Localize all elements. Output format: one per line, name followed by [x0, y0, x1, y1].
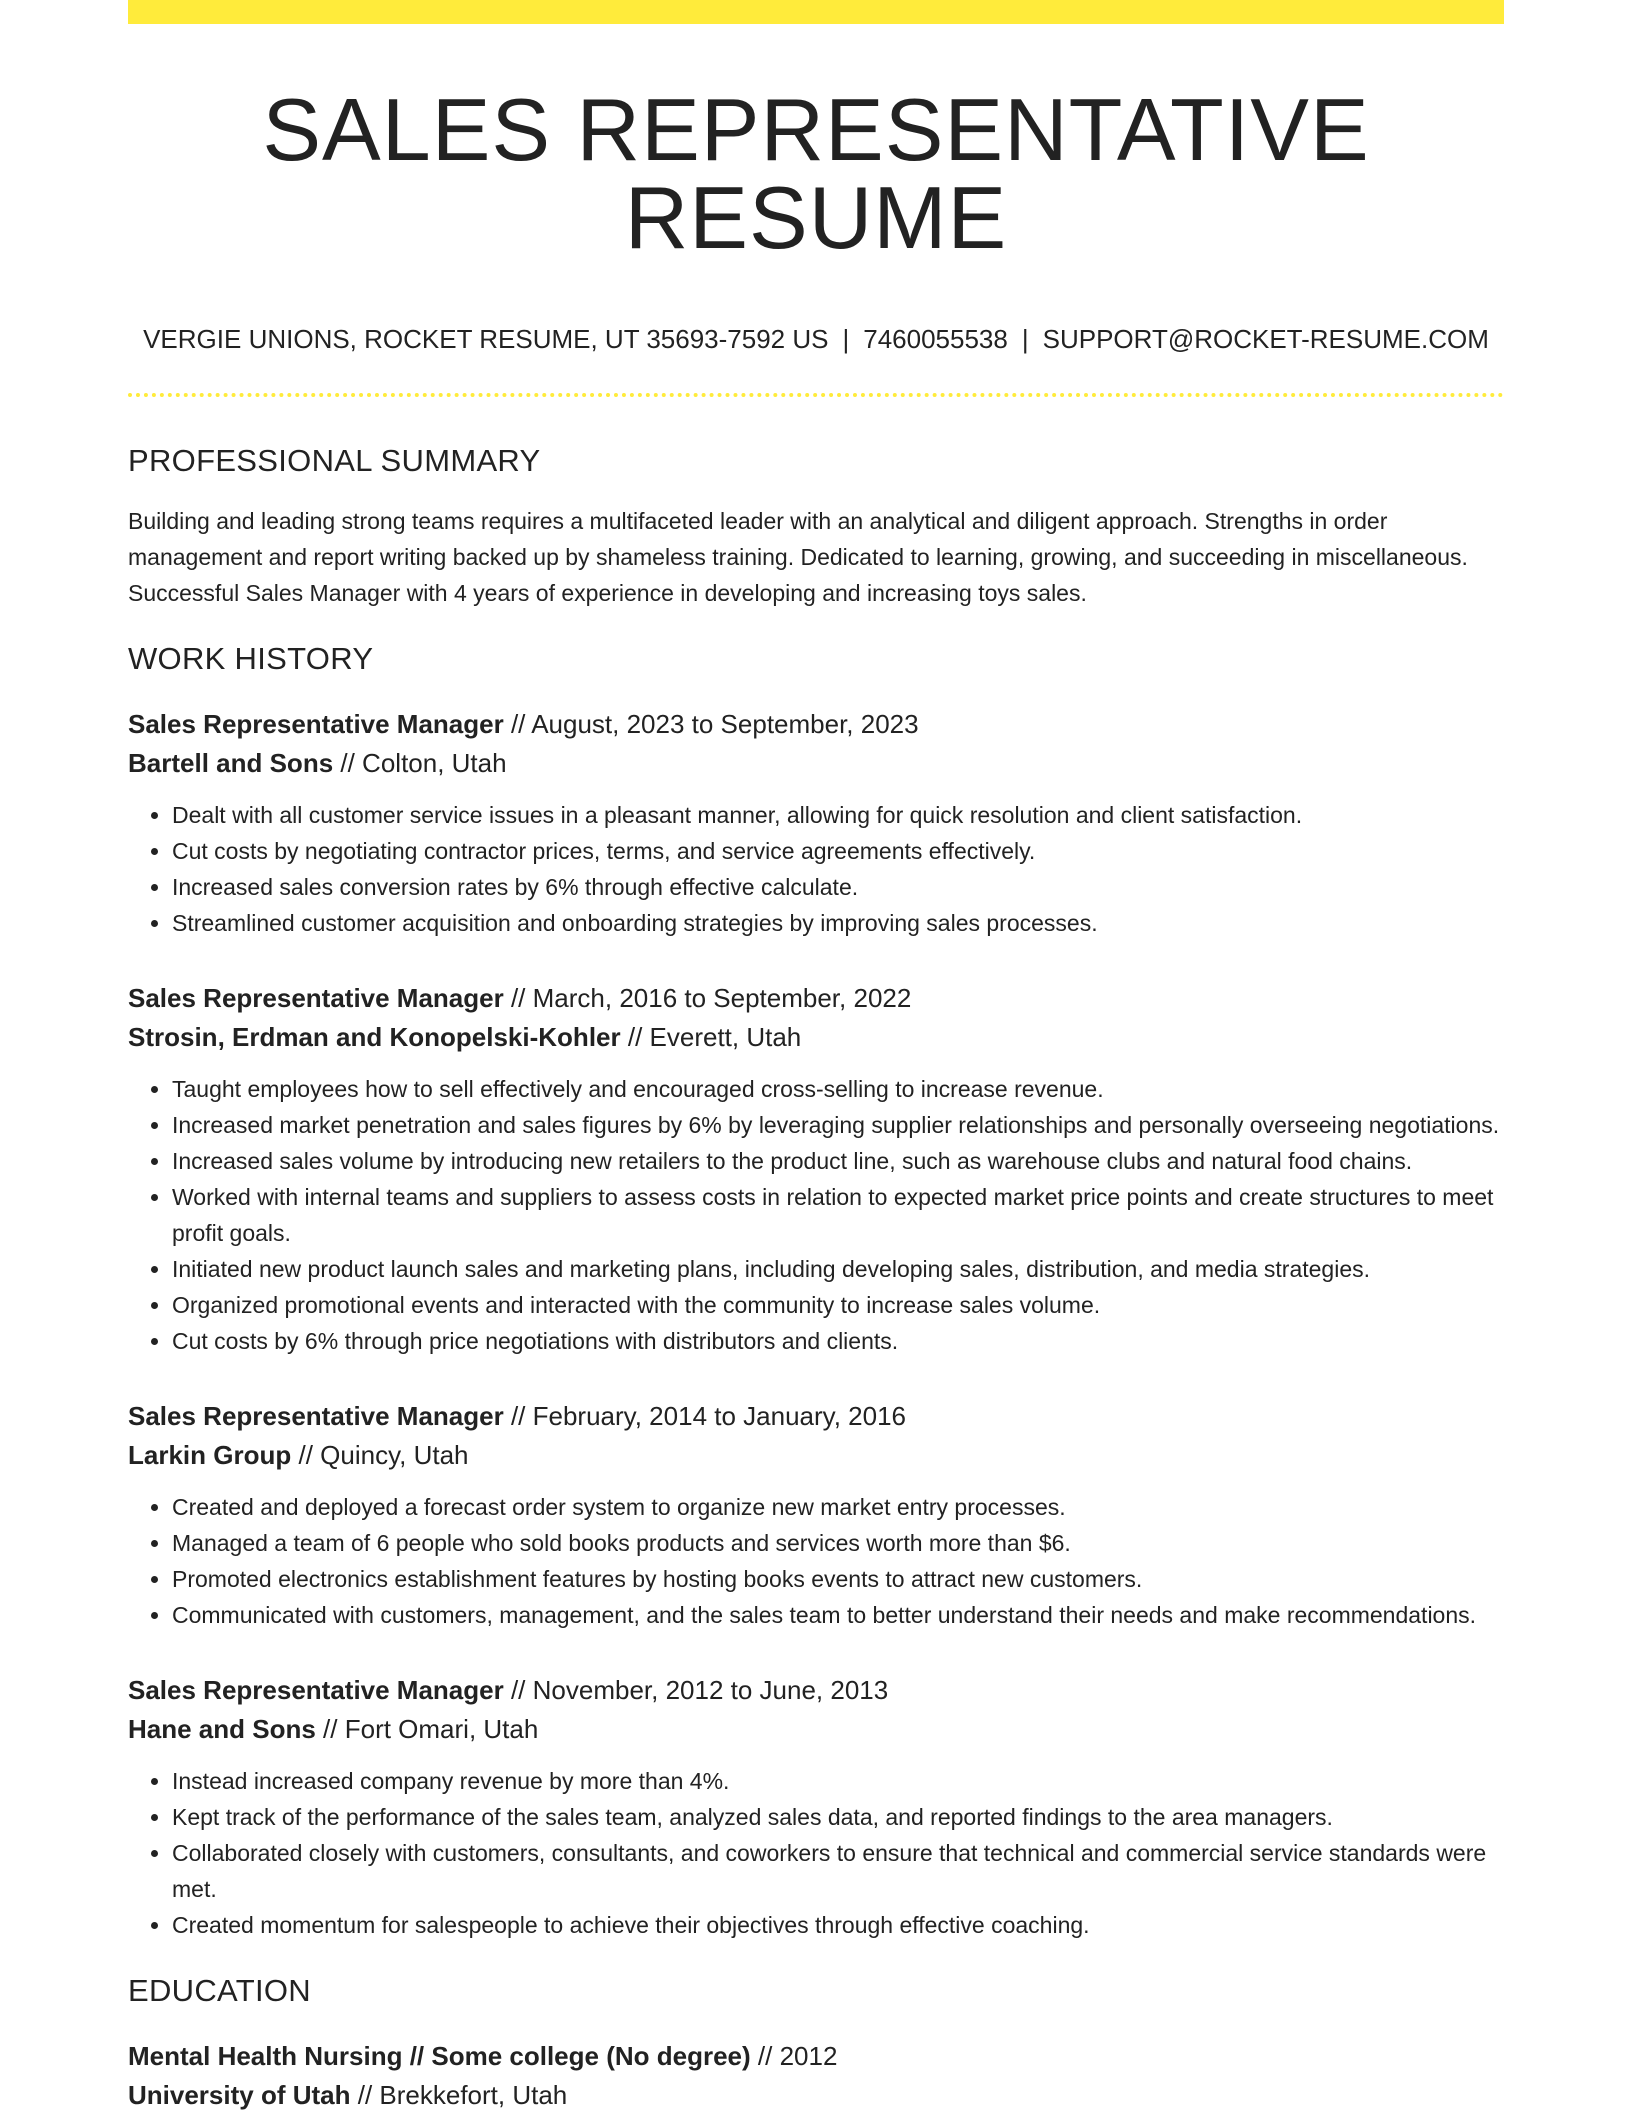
job-company-line: [128, 744, 1504, 783]
contact-line: [128, 324, 1504, 355]
education-school-line: [128, 2076, 1504, 2115]
dotted-divider: [128, 393, 1504, 397]
job-company-line: [128, 1018, 1504, 1057]
job-title: Sales Representative Manager: [128, 983, 504, 1013]
job-company-line: [128, 1436, 1504, 1475]
duty-item: • Instead increased company revenue by more than 4%.: [172, 1763, 1504, 1799]
duty-item: • Collaborated closely with customers, consultants, and coworkers to ensure that technical and commercial service standards were met.: [172, 1835, 1504, 1907]
job-title-line: [128, 1397, 1504, 1436]
job-duties-list: [128, 1071, 1504, 1359]
job-entry: [128, 1671, 1504, 1943]
job-company: Hane and Sons: [128, 1714, 316, 1744]
contact-address: VERGIE UNIONS, ROCKET RESUME, UT 35693-7592 US: [143, 324, 829, 354]
summary-text: Building and leading strong teams requires a multifaceted leader with an analytical and diligent approach. Strengths in order management and report writing backed up by shameless training. Dedicated to learning, growing, and succeeding in miscellaneous. Successful Sales Manager with 4 years of experience in developing and increasing toys sales.: [128, 508, 1468, 606]
contact-phone: 7460055538: [863, 324, 1008, 354]
job-title-line: [128, 705, 1504, 744]
job-title-line: [128, 979, 1504, 1018]
contact-separator: |: [1021, 324, 1029, 354]
job-company: Strosin, Erdman and Konopelski-Kohler: [128, 1022, 621, 1052]
job-location: // Colton, Utah: [333, 748, 507, 778]
duty-item: • Cut costs by negotiating contractor prices, terms, and service agreements effectively.: [172, 833, 1504, 869]
education-school: University of Utah: [128, 2080, 351, 2110]
duty-item: • Streamlined customer acquisition and onboarding strategies by improving sales processes.: [172, 905, 1504, 941]
education-heading: EDUCATION: [128, 1973, 311, 2008]
job-company: Larkin Group: [128, 1440, 292, 1470]
job-dates: // August, 2023 to September, 2023: [503, 709, 919, 739]
job-duties-list: [128, 1763, 1504, 1943]
work-history-heading: WORK HISTORY: [128, 641, 374, 676]
education-degree: Mental Health Nursing // Some college (No degree): [128, 2041, 751, 2071]
job-company: Bartell and Sons: [128, 748, 334, 778]
job-location: // Fort Omari, Utah: [315, 1714, 539, 1744]
job-title: Sales Representative Manager: [128, 1401, 504, 1431]
job-dates: // February, 2014 to January, 2016: [503, 1401, 907, 1431]
job-location: // Quincy, Utah: [291, 1440, 469, 1470]
education-year: // 2012: [750, 2041, 838, 2071]
job-title: Sales Representative Manager: [128, 1675, 504, 1705]
duty-item: • Taught employees how to sell effectively and encouraged cross-selling to increase revenue.: [172, 1071, 1504, 1107]
education-entry: [128, 2037, 1504, 2115]
duty-item: • Promoted electronics establishment features by hosting books events to attract new customers.: [172, 1561, 1504, 1597]
job-entry: [128, 1397, 1504, 1633]
job-title-line: [128, 1671, 1504, 1710]
duty-item: • Organized promotional events and interacted with the community to increase sales volume.: [172, 1287, 1504, 1323]
duty-item: • Initiated new product launch sales and marketing plans, including developing sales, distribution, and media strategies.: [172, 1251, 1504, 1287]
job-title: Sales Representative Manager: [128, 709, 504, 739]
duty-item: • Created and deployed a forecast order system to organize new market entry processes.: [172, 1489, 1504, 1525]
job-dates: // November, 2012 to June, 2013: [503, 1675, 889, 1705]
job-duties-list: [128, 1489, 1504, 1633]
education-location: // Brekkefort, Utah: [350, 2080, 568, 2110]
duty-item: • Communicated with customers, management, and the sales team to better understand their needs and make recommendations.: [172, 1597, 1504, 1633]
job-entry: [128, 705, 1504, 941]
education-degree-line: [128, 2037, 1504, 2076]
duty-item: • Kept track of the performance of the sales team, analyzed sales data, and reported findings to the area managers.: [172, 1799, 1504, 1835]
duty-item: • Managed a team of 6 people who sold books products and services worth more than $6.: [172, 1525, 1504, 1561]
duty-item: • Worked with internal teams and suppliers to assess costs in relation to expected market price points and create structures to meet profit goals.: [172, 1179, 1504, 1251]
duty-item: • Increased sales conversion rates by 6% through effective calculate.: [172, 869, 1504, 905]
accent-top-bar: [128, 0, 1504, 24]
contact-separator: |: [842, 324, 850, 354]
job-company-line: [128, 1710, 1504, 1749]
job-location: // Everett, Utah: [620, 1022, 802, 1052]
duty-item: • Increased market penetration and sales figures by 6% by leveraging supplier relationships and personally overseeing negotiations.: [172, 1107, 1504, 1143]
job-entry: [128, 979, 1504, 1359]
duty-item: • Increased sales volume by introducing new retailers to the product line, such as warehouse clubs and natural food chains.: [172, 1143, 1504, 1179]
job-duties-list: [128, 797, 1504, 941]
contact-email: SUPPORT@ROCKET-RESUME.COM: [1042, 324, 1489, 354]
duty-item: • Created momentum for salespeople to achieve their objectives through effective coaching.: [172, 1907, 1504, 1943]
duty-item: • Cut costs by 6% through price negotiations with distributors and clients.: [172, 1323, 1504, 1359]
job-dates: // March, 2016 to September, 2022: [503, 983, 912, 1013]
resume-page: [128, 0, 1504, 2115]
resume-title: SALES REPRESENTATIVE RESUME: [262, 80, 1370, 267]
duty-item: • Dealt with all customer service issues in a pleasant manner, allowing for quick resolution and client satisfaction.: [172, 797, 1504, 833]
summary-heading: PROFESSIONAL SUMMARY: [128, 443, 541, 478]
